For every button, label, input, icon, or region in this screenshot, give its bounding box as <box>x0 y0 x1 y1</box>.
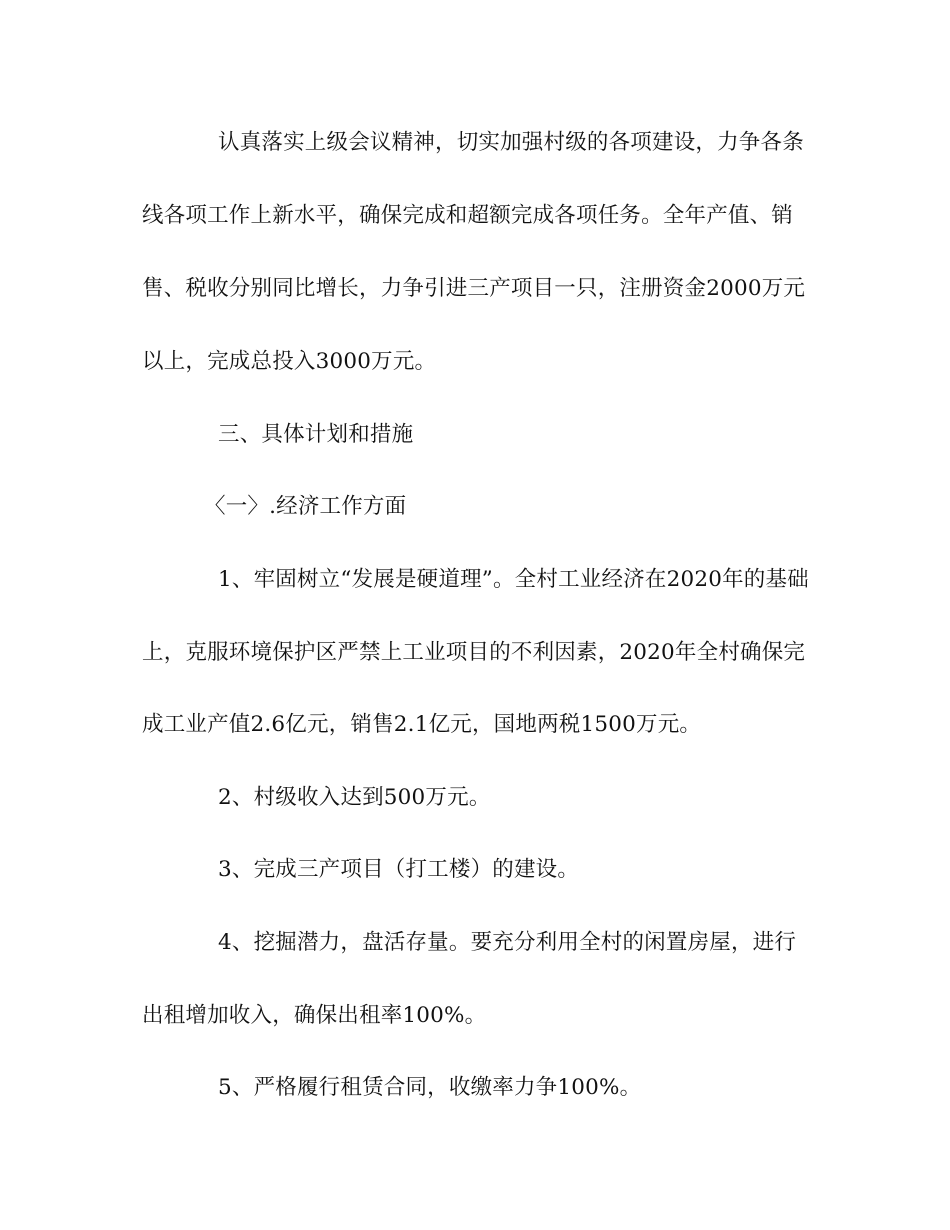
item-2-line-1: 2、村级收入达到500万元。 <box>218 785 491 810</box>
intro-line-2: 线各项工作上新水平，确保完成和超额完成各项任务。全年产值、销 <box>142 203 794 228</box>
item-1-line-3: 成工业产值2.6亿元，销售2.1亿元，国地两税1500万元。 <box>142 712 702 737</box>
item-5-line-1: 5、严格履行租赁合同，收缴率力争100%。 <box>218 1075 642 1100</box>
item-3-line-1: 3、完成三产项目（打工楼）的建设。 <box>218 857 580 882</box>
section-heading: 三、具体计划和措施 <box>218 422 414 447</box>
intro-line-3: 售、税收分别同比增长，力争引进三产项目一只，注册资金2000万元 <box>142 276 806 301</box>
intro-line-1: 认真落实上级会议精神，切实加强村级的各项建设，力争各条 <box>218 130 804 155</box>
item-1-line-1: 1、牢固树立“发展是硬道理”。全村工业经济在2020年的基础 <box>218 567 809 592</box>
item-4-line-1: 4、挖掘潜力，盘活存量。要充分利用全村的闲置房屋，进行 <box>218 930 797 955</box>
item-1-line-2: 上，克服环境保护区严禁上工业项目的不利因素，2020年全村确保完 <box>142 640 806 665</box>
subsection-heading: 〈一〉.经济工作方面 <box>204 494 407 519</box>
item-4-line-2: 出租增加收入，确保出租率100%。 <box>142 1003 487 1028</box>
intro-line-4: 以上，完成总投入3000万元。 <box>142 349 437 374</box>
